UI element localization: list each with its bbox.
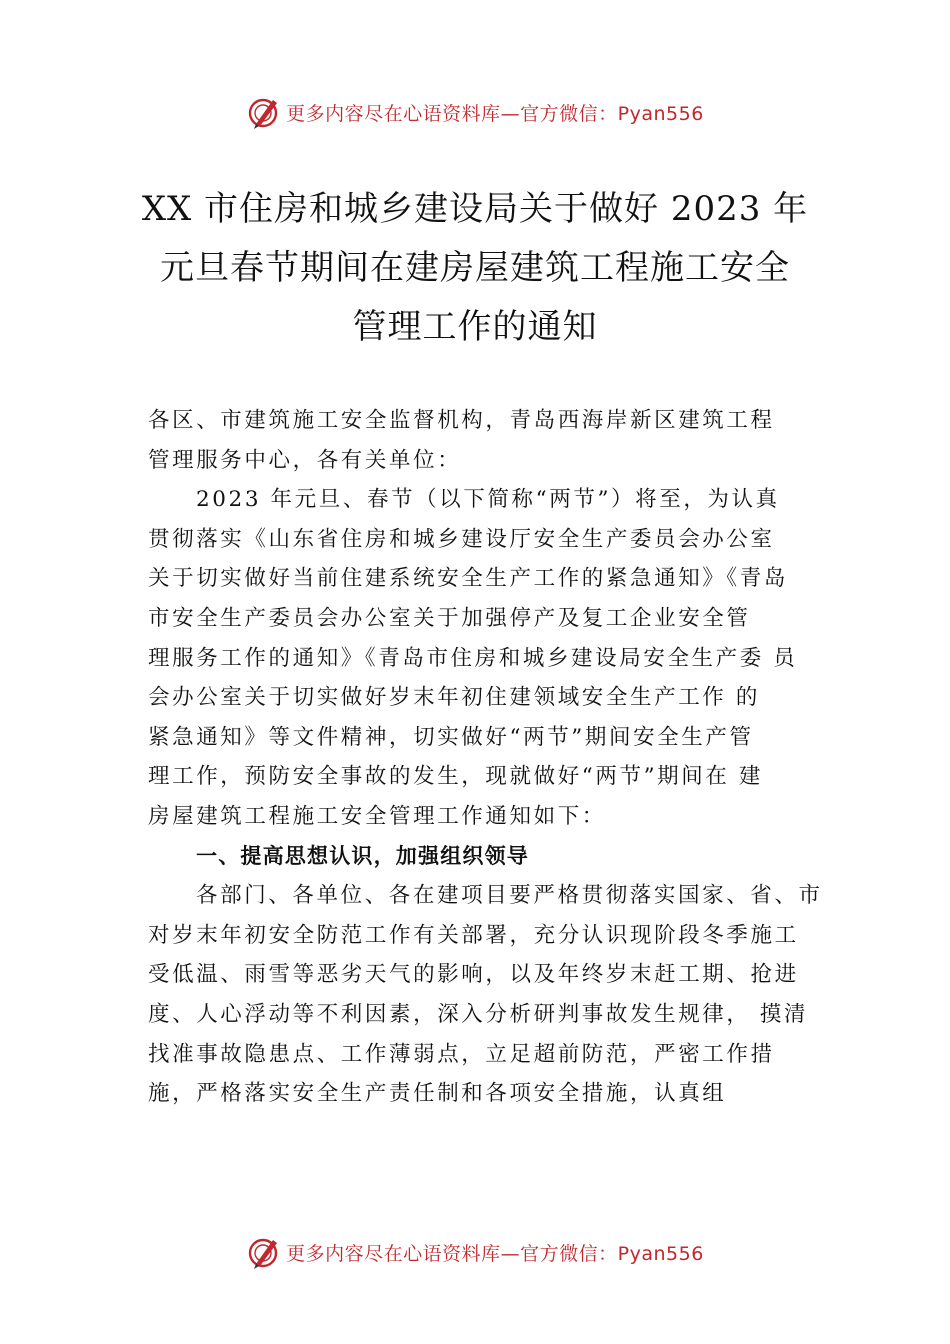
body-line: 找准事故隐患点、工作薄弱点，立足超前防范，严密工作措 [148,1041,775,1067]
body-line: 理工作，预防安全事故的发生，现就做好“两节”期间在 建 [148,764,764,790]
title-line-3: 管理工作的通知 [352,307,598,347]
body-line: 管理服务中心，各有关单位： [148,447,462,473]
title-line-2: 元旦春节期间在建房屋建筑工程施工安全 [160,248,790,288]
document-title [120,180,830,357]
body-line: 紧急通知》等文件精神，切实做好“两节”期间安全生产管 [148,724,754,750]
watermark-group [246,94,704,130]
body-line: 对岁末年初安全防范工作有关部署，充分认识现阶段冬季施工 [148,922,799,948]
header-watermark [0,92,950,132]
body-line: 2023 年元旦、春节（以下简称“两节”）将至，为认真 [196,487,780,513]
body-line: 施，严格落实安全生产责任制和各项安全措施，认真组 [148,1081,727,1107]
watermark-text: 更多内容尽在心语资料库—官方微信：Pyan556 [286,102,704,125]
watermark-text: 更多内容尽在心语资料库—官方微信：Pyan556 [286,1242,704,1265]
body-line: 房屋建筑工程施工安全管理工作通知如下： [148,803,606,829]
body-line: 各部门、各单位、各在建项目要严格贯彻落实国家、省、市 [196,883,823,909]
document-body [148,401,823,1114]
body-line: 受低温、雨雪等恶劣天气的影响，以及年终岁末赶工期、抢进 [148,962,799,988]
pen-logo-icon [246,94,282,130]
footer-watermark [0,1232,950,1272]
body-line: 会办公室关于切实做好岁末年初住建领域安全生产工作 的 [148,685,760,711]
body-line: 度、人心浮动等不利因素，深入分析研判事故发生规律， 摸清 [148,1001,809,1027]
body-line: 市安全生产委员会办公室关于加强停产及复工企业安全管 [148,605,751,631]
body-line: 贯彻落实《山东省住房和城乡建设厅安全生产委员会办公室 [148,526,775,552]
watermark-group [246,1234,704,1270]
title-line-1: XX 市住房和城乡建设局关于做好 2023 年 [141,189,809,229]
body-line: 关于切实做好当前住建系统安全生产工作的紧急通知》《青岛 [148,566,788,592]
body-line: 各区、市建筑施工安全监督机构，青岛西海岸新区建筑工程 [148,408,775,433]
pen-logo-icon [246,1234,282,1270]
section-heading: 一、提高思想认识，加强组织领导 [196,843,529,868]
body-line: 理服务工作的通知》《青岛市住房和城乡建设局安全生产委 员 [148,645,798,671]
